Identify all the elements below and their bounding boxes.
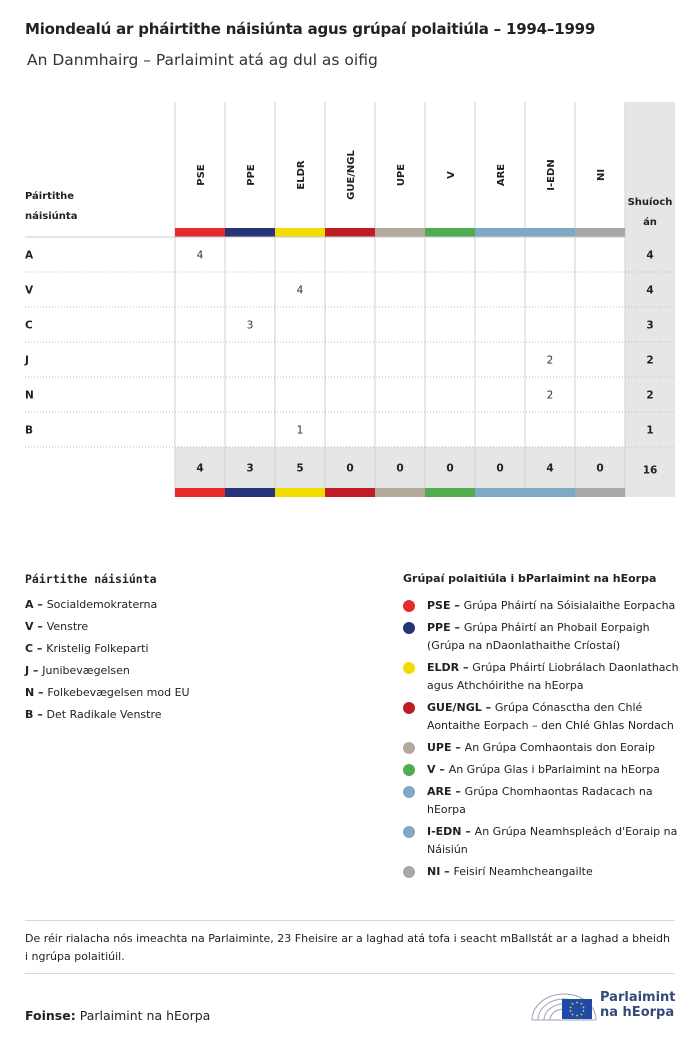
group-color-band <box>425 228 475 237</box>
group-color-dot-icon <box>403 702 415 714</box>
group-header-label: ARE <box>496 163 507 187</box>
group-color-dot-icon <box>403 826 415 838</box>
group-code: PSE – <box>427 599 464 612</box>
parties-legend <box>25 572 355 730</box>
group-color-band <box>325 228 375 237</box>
row-header-label: náisiúnta <box>25 211 78 222</box>
group-color-band <box>525 228 575 237</box>
seat-value: 3 <box>246 319 254 332</box>
page-title: Miondealú ar pháirtithe náisiúnta agus grúpaí polaitiúla – 1994–1999 <box>25 20 596 38</box>
group-name: An Grúpa Comhaontais don Eoraip <box>464 741 655 754</box>
group-total-value: 0 <box>396 462 404 475</box>
group-header-label: GUE/NGL <box>346 150 357 200</box>
party-code: V – <box>25 620 47 633</box>
seat-value: 2 <box>546 389 554 402</box>
group-color-dot-icon <box>403 764 415 776</box>
party-name: Kristelig Folkeparti <box>46 642 149 655</box>
group-color-band <box>175 488 225 497</box>
party-legend-item <box>25 598 355 612</box>
row-total-value: 2 <box>646 389 654 402</box>
group-header-label: UPE <box>396 163 407 187</box>
total-header-label: Shuíoch <box>627 197 673 208</box>
group-color-dot-icon <box>403 622 415 634</box>
group-legend-item <box>403 619 683 655</box>
group-color-band <box>475 228 525 237</box>
hemicycle-icon <box>530 984 598 1024</box>
logo-line-1: Parlaimint <box>600 990 676 1005</box>
group-legend-item <box>403 659 683 695</box>
group-code: V – <box>427 763 449 776</box>
seat-value: 4 <box>196 249 204 262</box>
party-name: Socialdemokraterna <box>46 598 158 611</box>
total-header-label: án <box>643 217 657 228</box>
group-code: NI – <box>427 865 454 878</box>
seats-table <box>0 0 700 520</box>
group-total-value: 3 <box>246 462 254 475</box>
group-header-label: PSE <box>196 164 207 186</box>
row-total-value: 3 <box>646 319 654 332</box>
group-code: PPE – <box>427 621 464 634</box>
party-code: A – <box>25 598 47 611</box>
party-row-label: V <box>25 284 34 297</box>
group-color-band <box>575 488 625 497</box>
group-color-dot-icon <box>403 742 415 754</box>
group-code: I-EDN – <box>427 825 475 838</box>
group-name: An Grúpa Glas i bParlaimint na hEorpa <box>448 763 660 776</box>
group-legend-item <box>403 761 683 779</box>
group-legend-item <box>403 597 683 615</box>
group-color-band <box>275 228 325 237</box>
party-row-label: J <box>25 354 29 367</box>
group-color-band <box>225 228 275 237</box>
group-color-band <box>375 488 425 497</box>
row-total-value: 4 <box>646 249 654 262</box>
group-legend-item <box>403 823 683 859</box>
group-name: An Grúpa Neamhspleách d'Eoraip na Náisiún <box>427 825 678 856</box>
group-color-dot-icon <box>403 866 415 878</box>
group-total-value: 5 <box>296 462 304 475</box>
group-color-band <box>525 488 575 497</box>
group-color-dot-icon <box>403 600 415 612</box>
group-code: ELDR – <box>427 661 473 674</box>
party-legend-item <box>25 686 355 700</box>
group-total-value: 0 <box>496 462 504 475</box>
footnote: De réir rialacha nós imeachta na Parlaiminte, 23 Fheisire ar a laghad atá tofa i seacht mBallstát ar a laghad a bheidh i ngrúpa polaitiúil. <box>25 932 670 963</box>
party-name: Venstre <box>46 620 89 633</box>
group-header-label: ELDR <box>296 160 307 190</box>
party-row-label: B <box>25 424 34 437</box>
source-value: Parlaimint na hEorpa <box>79 1008 211 1023</box>
group-total-value: 0 <box>346 462 354 475</box>
group-total-value: 4 <box>196 462 204 475</box>
group-legend-item <box>403 863 683 881</box>
party-legend-item <box>25 642 355 656</box>
group-name: Grúpa Pháirtí Liobrálach Daonlathach agus Athchóirithe na hEorpa <box>427 661 679 692</box>
party-row-label: A <box>25 249 34 262</box>
group-color-dot-icon <box>403 662 415 674</box>
source-label: Foinse: <box>25 1008 76 1023</box>
party-legend-item <box>25 664 355 678</box>
group-color-band <box>175 228 225 237</box>
row-total-value: 2 <box>646 354 654 367</box>
group-color-band <box>375 228 425 237</box>
divider <box>25 973 675 974</box>
page-subtitle: An Danmhairg – Parlaimint atá ag dul as oifig <box>27 51 378 69</box>
groups-legend-title: Grúpaí polaitiúla i bParlaimint na hEorpa <box>403 572 657 585</box>
group-total-value: 4 <box>546 462 554 475</box>
party-name: Folkebevægelsen mod EU <box>47 686 190 699</box>
group-name: Feisirí Neamhcheangailte <box>453 865 593 878</box>
group-legend-item <box>403 783 683 819</box>
parties-legend-title: Páirtithe náisiúnta <box>25 572 157 586</box>
party-code: N – <box>25 686 48 699</box>
total-column-bg <box>625 102 675 497</box>
group-color-band <box>275 488 325 497</box>
group-color-dot-icon <box>403 786 415 798</box>
group-header-label: V <box>446 171 457 179</box>
seat-value: 2 <box>546 354 554 367</box>
groups-legend <box>403 572 683 885</box>
group-total-value: 0 <box>446 462 454 475</box>
seat-value: 1 <box>296 424 304 437</box>
divider <box>25 920 675 921</box>
party-code: C – <box>25 642 47 655</box>
logo-line-2: na hEorpa <box>600 1005 675 1020</box>
party-name: Junibevægelsen <box>42 664 130 677</box>
row-total-value: 1 <box>646 424 654 437</box>
group-color-band <box>475 488 525 497</box>
group-total-value: 0 <box>596 462 604 475</box>
group-header-label: PPE <box>246 164 257 186</box>
group-color-band <box>325 488 375 497</box>
party-code: J – <box>25 664 43 677</box>
party-row-label: C <box>25 319 33 332</box>
group-legend-item <box>403 739 683 757</box>
source-line <box>25 1008 210 1023</box>
parliament-logo <box>530 984 680 1024</box>
seat-value: 4 <box>296 284 304 297</box>
group-header-label: I-EDN <box>546 159 557 191</box>
party-name: Det Radikale Venstre <box>46 708 162 721</box>
logo-text <box>600 990 676 1020</box>
group-legend-item <box>403 699 683 735</box>
party-legend-item <box>25 620 355 634</box>
group-code: UPE – <box>427 741 465 754</box>
group-header-label: NI <box>596 168 607 182</box>
group-code: GUE/NGL – <box>427 701 495 714</box>
row-header-label: Páirtithe <box>25 191 75 202</box>
group-color-band <box>225 488 275 497</box>
group-name: Grúpa Pháirtí an Phobail Eorpaigh (Grúpa na nDaonlathaithe Críostaí) <box>427 621 650 652</box>
group-name: Grúpa Chomhaontas Radacach na hEorpa <box>427 785 653 816</box>
party-row-label: N <box>25 389 34 402</box>
group-code: ARE – <box>427 785 465 798</box>
party-legend-item <box>25 708 355 722</box>
group-color-band <box>575 228 625 237</box>
group-name: Grúpa Cónasctha den Chlé Aontaithe Eorpach – den Chlé Ghlas Nordach <box>427 701 674 732</box>
grand-total-value: 16 <box>642 464 658 477</box>
party-code: B – <box>25 708 47 721</box>
group-color-band <box>425 488 475 497</box>
row-total-value: 4 <box>646 284 654 297</box>
group-name: Grúpa Pháirtí na Sóisialaithe Eorpacha <box>463 599 676 612</box>
